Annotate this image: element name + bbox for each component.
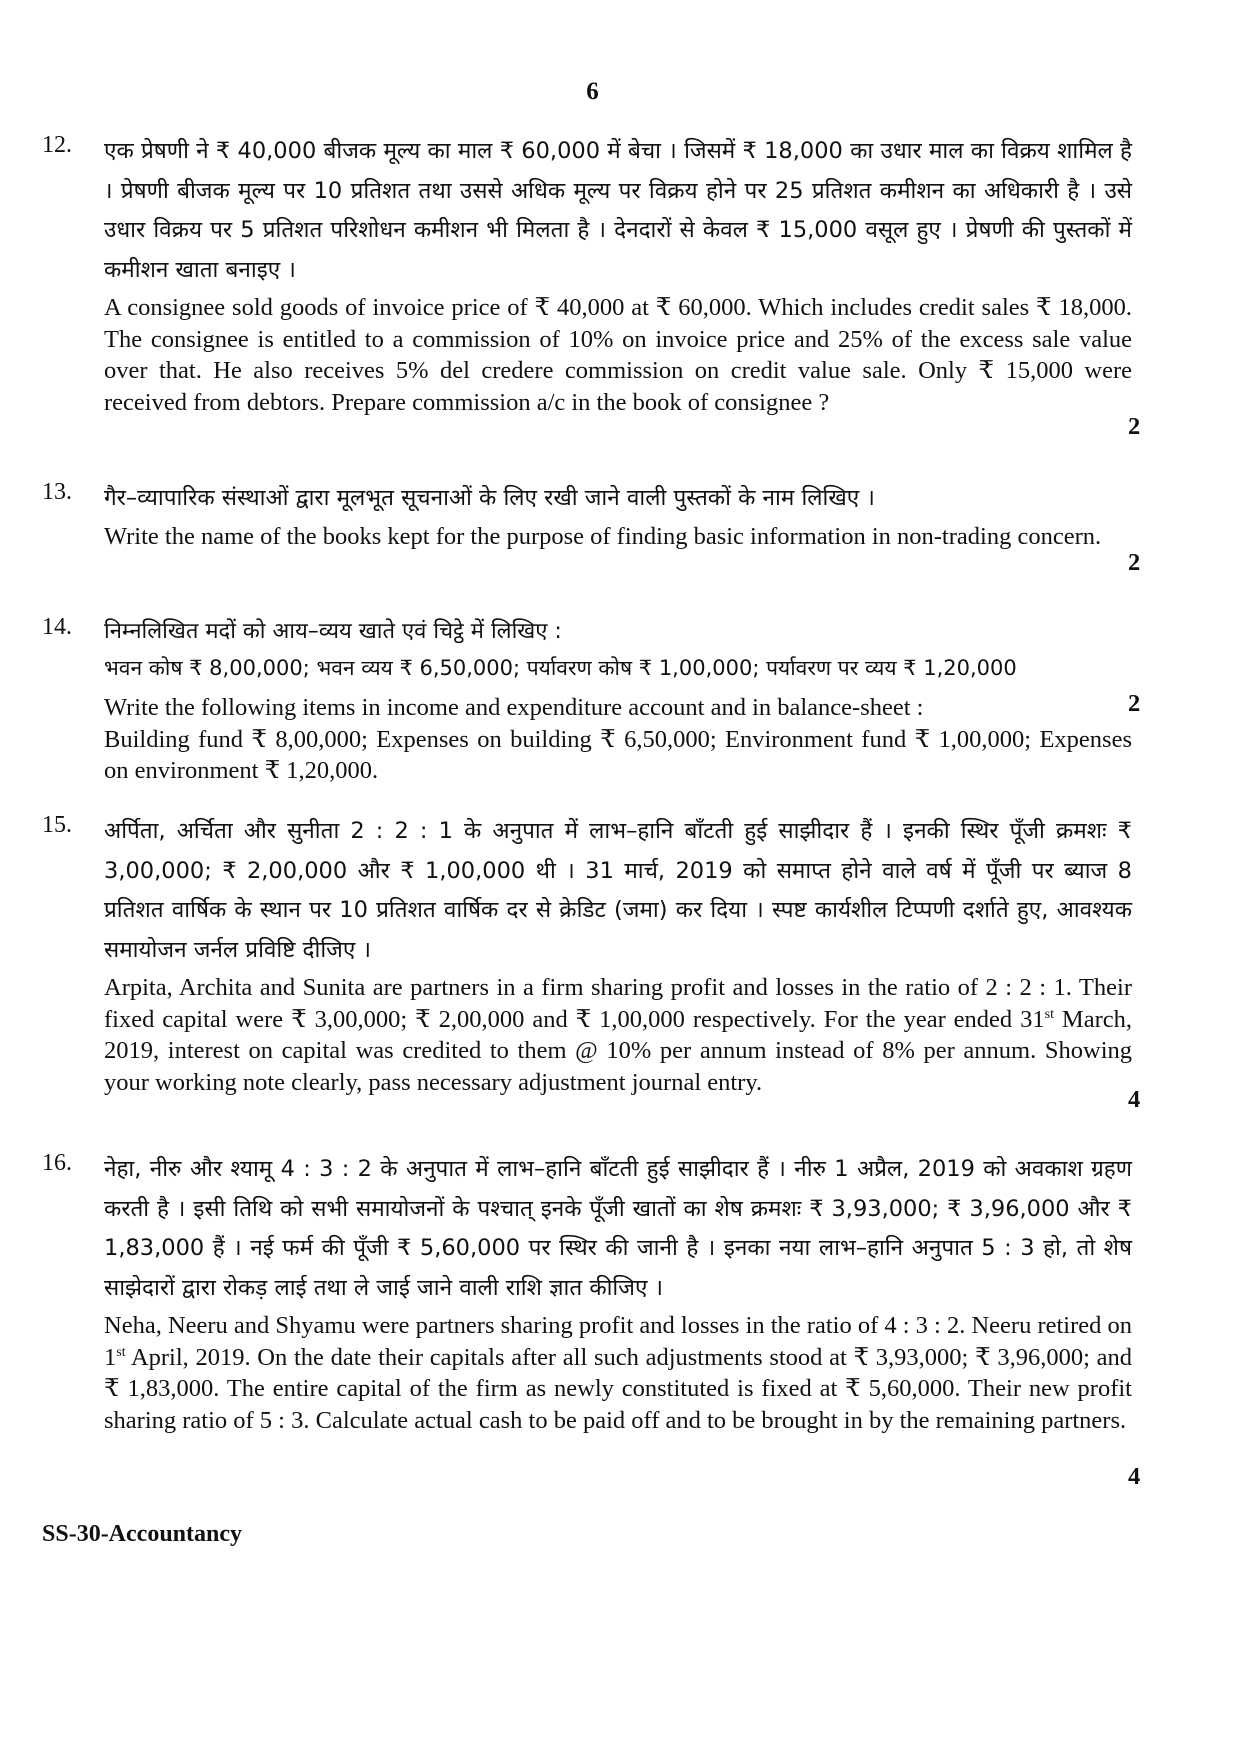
question-items-english: Building fund ₹ 8,00,000; Expenses on building ₹ 6,50,000; Environment fund ₹ 1,00,000; Expenses on environment ₹ 1,20,000. xyxy=(104,725,1132,784)
question-text-english: Write the name of the books kept for the purpose of finding basic information in non-trading concern. xyxy=(104,522,1102,550)
question-text-english xyxy=(104,972,1132,1098)
question-text-hindi: गैर–व्यापारिक संस्थाओं द्वारा मूलभूत सूचनाओं के लिए रखी जाने वाली पुस्तकों के नाम लिखिए । xyxy=(104,485,875,511)
question-text-english: A consignee sold goods of invoice price of ₹ 40,000 at ₹ 60,000. Which includes credit sales ₹ 18,000. The consignee is entitled to a commission of 10% on invoice price and 25% of the excess sale value over that. He also receives 5% del credere commission on credit value sale. Only ₹ 15,000 were received from debtors. Prepare commission a/c in the book of consignee ? xyxy=(104,294,1132,416)
marks-13: 2 xyxy=(1128,549,1141,576)
question-number: 13. xyxy=(42,479,72,505)
english-text-b: April, 2019. On the date their capitals after all such adjustments stood at ₹ 3,93,000; ₹ 3,96,000; and ₹ 1,83,000. The entire capital of the firm as newly constituted is fixed at ₹ 5,60,000. Their new profit sharing ratio of 5 : 3. Calculate actual cash to be paid off and to be brought in by the remaining partners. xyxy=(104,1343,1132,1434)
question-body xyxy=(104,610,1132,787)
question-body xyxy=(104,128,1132,418)
english-text-a: Arpita, Archita and Sunita are partners in a firm sharing profit and losses in the ratio of 2 : 2 : 1. Their fixed capital were ₹ 3,00,000; ₹ 2,00,000 and ₹ 1,00,000 respectively. For the year ended 31 xyxy=(104,974,1132,1033)
question-body xyxy=(104,808,1132,1098)
question-text-hindi: नेहा, नीरु और श्यामू 4 : 3 : 2 के अनुपात में लाभ–हानि बाँटती हुई साझीदार हैं । नीरु 1 अप्रैल, 2019 को अवकाश ग्रहण करती है । इसी तिथि को सभी समायोजनों के पश्चात् इनके पूँजी खातों का शेष क्रमशः ₹ 3,93,000; ₹ 3,96,000 और ₹ 1,83,000 हैं । नई फर्म की पूँजी ₹ 5,60,000 पर स्थिर की जानी है । इनका नया लाभ–हानि अनुपात 5 : 3 हो, तो शेष साझेदारों द्वारा रोकड़ लाई तथा ले जाई जाने वाली राशि ज्ञात कीजिए । xyxy=(104,1156,1132,1301)
question-number: 14. xyxy=(42,614,72,640)
question-text-english xyxy=(104,1310,1132,1436)
question-number: 16. xyxy=(42,1150,72,1176)
english-text-a: Neha, Neeru and Shyamu were partners sharing profit and losses in the ratio of 4 : 3 : 2. Neeru retired on 1 xyxy=(104,1312,1133,1371)
question-body xyxy=(104,1146,1132,1436)
question-text-hindi: एक प्रेषणी ने ₹ 40,000 बीजक मूल्य का माल ₹ 60,000 में बेचा । जिसमें ₹ 18,000 का उधार माल का विक्रय शामिल है । प्रेषणी बीजक मूल्य पर 10 प्रतिशत तथा उससे अधिक मूल्य पर विक्रय होने पर 25 प्रतिशत कमीशन का अधिकारी है । उसे उधार विक्रय पर 5 प्रतिशत परिशोधन कमीशन भी मिलता है । देनदारों से केवल ₹ 15,000 वसूल हुए । प्रेषणी की पुस्तकों में कमीशन खाता बनाइए । xyxy=(104,138,1132,283)
marks-15: 4 xyxy=(1128,1086,1141,1113)
marks-16: 4 xyxy=(1128,1463,1141,1490)
question-items-hindi: भवन कोष ₹ 8,00,000; भवन व्यय ₹ 6,50,000; पर्यावरण कोष ₹ 1,00,000; पर्यावरण पर व्यय ₹ 1,20,000 xyxy=(104,656,1017,680)
page-number: 6 xyxy=(586,78,599,105)
question-number: 12. xyxy=(42,132,72,158)
marks-14: 2 xyxy=(1128,690,1141,717)
question-text-hindi: अर्पिता, अर्चिता और सुनीता 2 : 2 : 1 के अनुपात में लाभ–हानि बाँटती हुई साझीदार हैं । इनकी स्थिर पूँजी क्रमशः ₹ 3,00,000; ₹ 2,00,000 और ₹ 1,00,000 थी । 31 मार्च, 2019 को समाप्त होने वाले वर्ष में पूँजी पर ब्याज 8 प्रतिशत वार्षिक के स्थान पर 10 प्रतिशत वार्षिक दर से क्रेडिट (जमा) कर दिया । स्पष्ट कार्यशील टिप्पणी दर्शाते हुए, आवश्यक समायोजन जर्नल प्रविष्टि दीजिए । xyxy=(104,818,1132,963)
question-text-hindi: निम्नलिखित मदों को आय–व्यय खाते एवं चिट्ठे में लिखिए : xyxy=(104,619,562,644)
question-body xyxy=(104,475,1132,552)
footer-subject-code: SS-30-Accountancy xyxy=(42,1521,243,1547)
superscript: st xyxy=(116,1344,126,1360)
superscript: st xyxy=(1044,1006,1054,1022)
marks-12: 2 xyxy=(1128,413,1141,440)
english-text-b: March, 2019, interest on capital was credited to them @ 10% per annum instead of 8% per annum. Showing your working note clearly, pass necessary adjustment journal entry. xyxy=(104,1005,1132,1096)
question-text-english: Write the following items in income and expenditure account and in balance-sheet : xyxy=(104,694,924,721)
question-number: 15. xyxy=(42,812,72,838)
